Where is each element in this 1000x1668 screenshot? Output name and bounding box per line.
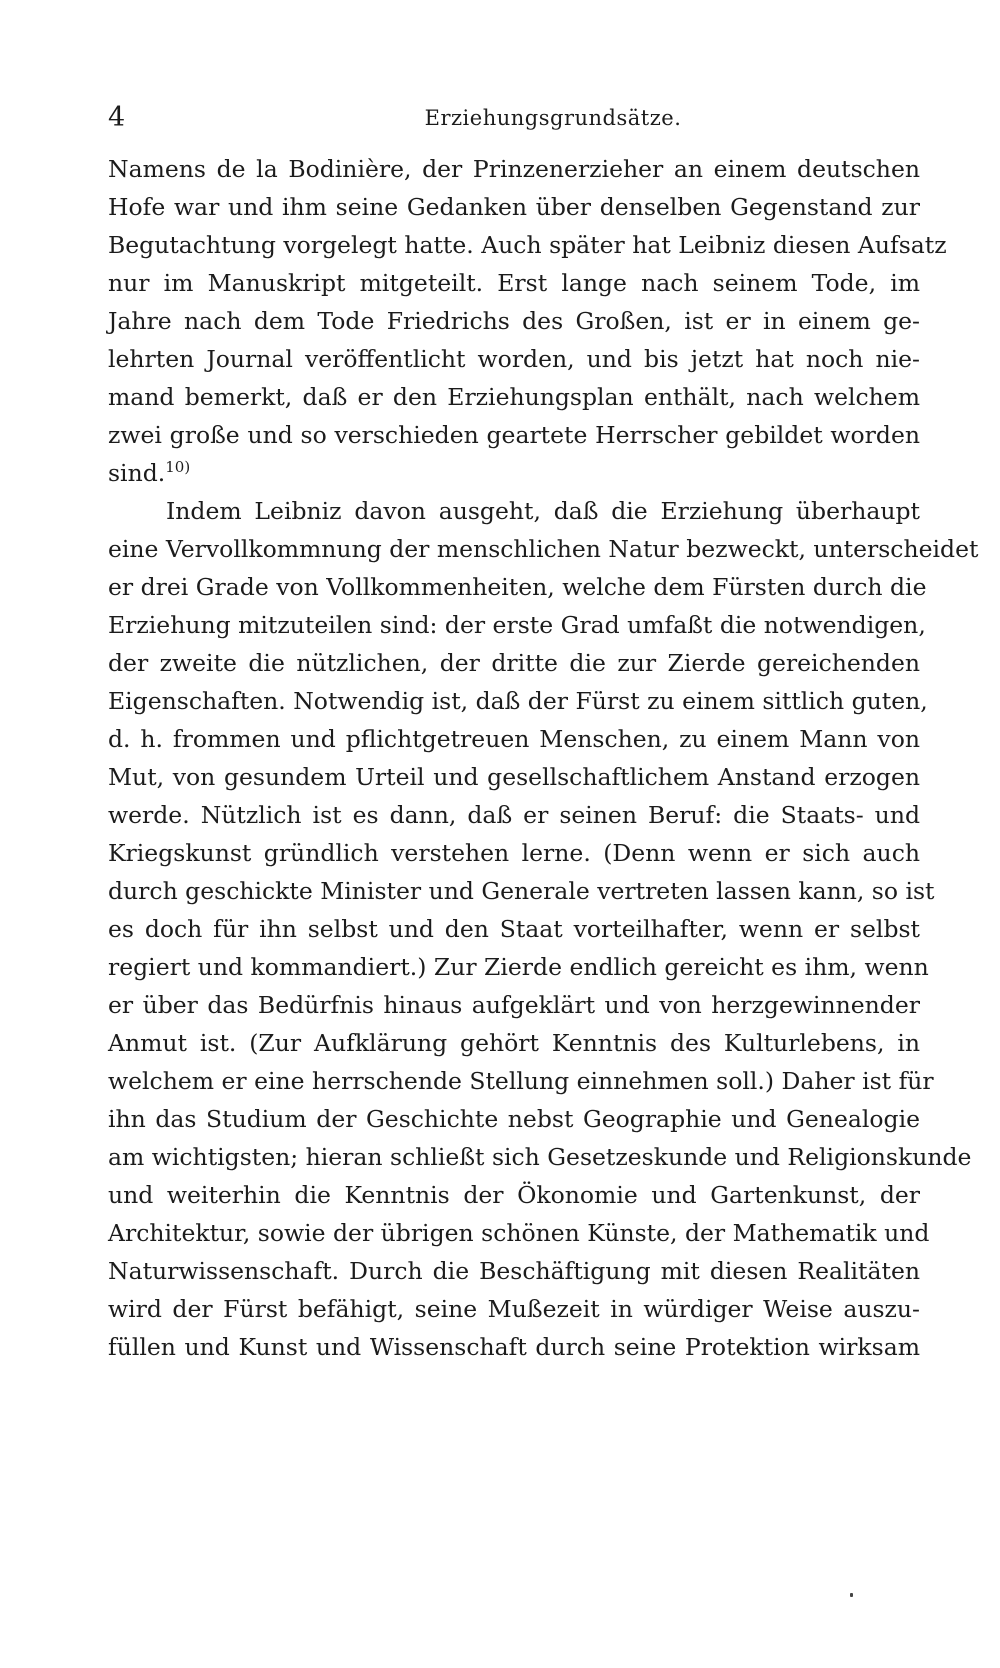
text-line: eine Vervollkommnung der menschlichen Natur bezweckt, unterscheidet: [108, 535, 979, 563]
text-line: er über das Bedürfnis hinaus aufgeklärt und von herzgewinnender: [108, 991, 920, 1019]
text-line: lehrten Journal veröffentlicht worden, und bis jetzt hat noch nie-: [108, 345, 920, 373]
text-line: am wichtigsten; hieran schließt sich Gesetzeskunde und Religionskunde: [108, 1143, 972, 1171]
text-line: es doch für ihn selbst und den Staat vorteilhafter, wenn er selbst: [108, 915, 920, 943]
text-line-content: sind.: [108, 459, 166, 487]
text-line: und weiterhin die Kenntnis der Ökonomie und Gartenkunst, der: [108, 1181, 920, 1209]
text-line: d. h. frommen und pflichtgetreuen Menschen, zu einem Mann von: [108, 725, 920, 753]
text-line: Erziehung mitzuteilen sind: der erste Grad umfaßt die notwendigen,: [108, 611, 926, 639]
paragraph-1: [108, 150, 947, 492]
text-line: Kriegskunst gründlich verstehen lerne. (Denn wenn er sich auch: [108, 839, 920, 867]
body-text: [108, 150, 979, 1366]
text-line: wird der Fürst befähigt, seine Mußezeit in würdiger Weise auszu-: [108, 1295, 920, 1323]
text-line: zwei große und so verschieden geartete Herrscher gebildet worden: [108, 421, 920, 449]
text-line: er drei Grade von Vollkommenheiten, welche dem Fürsten durch die: [108, 573, 927, 601]
text-line: Naturwissenschaft. Durch die Beschäftigung mit diesen Realitäten: [108, 1257, 920, 1285]
text-line: ihn das Studium der Geschichte nebst Geographie und Genealogie: [108, 1105, 920, 1133]
page-header: [108, 98, 916, 138]
text-line: welchem er eine herrschende Stellung einnehmen soll.) Daher ist für: [108, 1067, 934, 1095]
text-line: werde. Nützlich ist es dann, daß er seinen Beruf: die Staats- und: [108, 801, 920, 829]
text-line: durch geschickte Minister und Generale vertreten lassen kann, so ist: [108, 877, 935, 905]
ink-speck: [850, 1593, 853, 1597]
text-line: Begutachtung vorgelegt hatte. Auch später hat Leibniz diesen Aufsatz: [108, 231, 947, 259]
text-line: Eigenschaften. Notwendig ist, daß der Fürst zu einem sittlich guten,: [108, 687, 928, 715]
footnote-reference[interactable]: 10): [165, 458, 191, 477]
paragraph-2: [108, 492, 979, 1366]
running-head: Erziehungsgrundsätze.: [424, 106, 682, 130]
text-line: füllen und Kunst und Wissenschaft durch seine Protektion wirksam: [108, 1333, 920, 1361]
page-number: 4: [108, 102, 126, 133]
text-line: Mut, von gesundem Urteil und gesellschaftlichem Anstand erzogen: [108, 763, 920, 791]
text-line: Hofe war und ihm seine Gedanken über denselben Gegenstand zur: [108, 193, 920, 221]
text-line-last: [108, 454, 920, 492]
text-line-indented: Indem Leibniz davon ausgeht, daß die Erziehung überhaupt: [166, 497, 920, 525]
text-line: nur im Manuskript mitgeteilt. Erst lange nach seinem Tode, im: [108, 269, 920, 297]
text-line: der zweite die nützlichen, der dritte die zur Zierde gereichenden: [108, 649, 920, 677]
text-line: Jahre nach dem Tode Friedrichs des Großen, ist er in einem ge-: [108, 307, 920, 335]
text-line: mand bemerkt, daß er den Erziehungsplan enthält, nach welchem: [108, 383, 920, 411]
text-line: Anmut ist. (Zur Aufklärung gehört Kenntnis des Kulturlebens, in: [108, 1029, 920, 1057]
text-line: regiert und kommandiert.) Zur Zierde endlich gereicht es ihm, wenn: [108, 953, 929, 981]
text-line: Namens de la Bodinière, der Prinzenerzieher an einem deutschen: [108, 155, 920, 183]
text-line: Architektur, sowie der übrigen schönen Künste, der Mathematik und: [108, 1219, 930, 1247]
